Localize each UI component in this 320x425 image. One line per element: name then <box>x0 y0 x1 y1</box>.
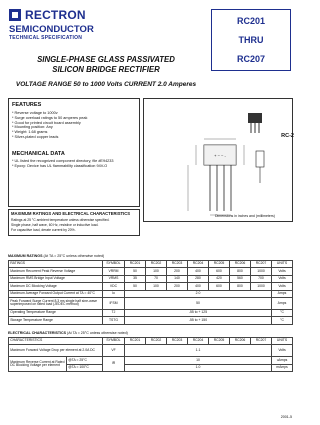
table-cell: 100 <box>146 268 167 275</box>
rectron-logo-icon <box>9 9 21 21</box>
table-cell: Storage Temperature Range <box>9 317 103 324</box>
table-header: RC204 <box>188 338 209 345</box>
table-header: RC207 <box>251 338 272 345</box>
table-cell: Maximum Reverse Current at Rated DC Blocking Voltage per element <box>9 357 67 372</box>
voltage-current-range: VOLTAGE RANGE 50 to 1000 Volts CURRENT 2.0 Amperes <box>15 81 197 88</box>
table-cell: VF <box>103 345 125 357</box>
table-header: RATINGS <box>9 261 103 268</box>
table-header: RC205 <box>209 261 230 268</box>
ratings-note: Single phase, half wave, 60 Hz, resistive or inductive load. <box>11 223 99 227</box>
package-outline-box <box>143 98 293 222</box>
table-cell: Maximum Recurrent Peak Reverse Voltage <box>9 268 103 275</box>
table-cell: Peak Forward Surge Current 8.3 ms single half sine-wave superimposed on rated load (JEDEC method) <box>9 297 103 309</box>
table-cell: 400 <box>188 283 209 290</box>
max-ratings-caption-text: MAXIMUM RATINGS <box>8 254 43 258</box>
table-cell: 800 <box>230 283 251 290</box>
table-cell: Volts <box>272 283 293 290</box>
package-name: RC-2 <box>281 133 294 139</box>
ratings-note: Ratings at 25 °C ambient temperature unless otherwise specified. <box>11 218 110 222</box>
table-cell: 600 <box>209 268 230 275</box>
table-cell: 1000 <box>251 268 272 275</box>
document-title-line2: SILICON BRIDGE RECTIFIER <box>52 65 160 74</box>
table-header: RC205 <box>209 338 230 345</box>
table-cell: IR <box>103 357 125 372</box>
table-row <box>9 297 293 309</box>
table-cell: 1.0 <box>125 364 272 371</box>
table-cell: Maximum Average Forward Output Current at TA = 40°C <box>9 290 103 297</box>
table-cell: 700 <box>251 275 272 282</box>
table-cell: 200 <box>167 283 188 290</box>
feature-item: * Surge overload ratings to 50 amperes peak <box>12 115 88 120</box>
mechanical-heading: MECHANICAL DATA <box>12 151 65 157</box>
table-cell: Operating Temperature Range <box>9 309 103 316</box>
table-header: RC203 <box>167 338 188 345</box>
table-cell: TJ <box>103 309 125 316</box>
table-cell: Maximum Forward Voltage Drop per element at 2.0A DC <box>9 345 103 357</box>
table-cell: 10 <box>125 357 272 364</box>
feature-item: * Silver-plated copper leads <box>12 134 59 139</box>
table-cell: Maximum RMS Bridge Input Voltage <box>9 275 103 282</box>
table-cell: 50 <box>125 283 146 290</box>
table-row <box>9 317 293 324</box>
table-row <box>9 283 293 290</box>
table-cell: 600 <box>209 283 230 290</box>
table-header: CHARACTERISTICS <box>9 338 103 345</box>
table-header: RC202 <box>146 338 167 345</box>
table-cell: 200 <box>167 268 188 275</box>
table-header-row <box>9 338 293 345</box>
part-number-to: RC207 <box>236 54 265 64</box>
table-row <box>9 268 293 275</box>
table-cell: Amps <box>272 297 293 309</box>
ratings-note: For capacitive load, derate current by 20%. <box>11 228 76 232</box>
table-cell: 100 <box>146 283 167 290</box>
features-box <box>8 98 140 207</box>
table-cell: VRMS <box>103 275 125 282</box>
document-type: TECHNICAL SPECIFICATION <box>9 35 83 41</box>
max-ratings-caption <box>8 254 104 258</box>
feature-item: * Mounting position: Any <box>12 125 53 130</box>
table-row <box>9 275 293 282</box>
mechanical-item: * UL listed the recognized component directory, file #E94233 <box>12 159 114 163</box>
division-name: SEMICONDUCTOR <box>9 24 94 35</box>
table-header: RC203 <box>167 261 188 268</box>
table-cell: Io <box>103 290 125 297</box>
table-row <box>9 290 293 297</box>
table-cell: VRRM <box>103 268 125 275</box>
part-number-thru: THRU <box>238 35 264 45</box>
document-title: SINGLE-PHASE GLASS PASSIVATED <box>37 55 175 64</box>
ratings-notes-title: MAXIMUM RATINGS AND ELECTRICAL CHARACTERISTICS <box>11 211 131 216</box>
package-drawing-icon <box>144 99 294 223</box>
table-row <box>9 345 293 357</box>
table-header: RC207 <box>251 261 272 268</box>
feature-item: * Weight: 1.68 grams <box>12 130 48 135</box>
table-cell: IFSM <box>103 297 125 309</box>
table-cell: °C <box>272 317 293 324</box>
features-heading: FEATURES <box>12 102 42 108</box>
table-header: RC201 <box>125 261 146 268</box>
table-cell: -55 to + 150 <box>125 317 272 324</box>
table-cell: 1.1 <box>125 345 272 357</box>
table-cell: mAmps <box>272 364 293 371</box>
table-cell: Volts <box>272 268 293 275</box>
table-header: RC206 <box>230 338 251 345</box>
table-header: RC206 <box>230 261 251 268</box>
table-cell: VDC <box>103 283 125 290</box>
table-header: UNITS <box>272 338 293 345</box>
table-cell: @TA = 100°C <box>67 364 103 371</box>
table-header: UNITS <box>272 261 293 268</box>
table-cell: 50 <box>125 268 146 275</box>
table-cell: 800 <box>230 268 251 275</box>
table-header: RC201 <box>125 338 146 345</box>
electrical-caption-note: (At TA = 25°C unless otherwise noted) <box>67 331 128 335</box>
table-header-row <box>9 261 293 268</box>
table-cell: 1000 <box>251 283 272 290</box>
table-cell: Amps <box>272 290 293 297</box>
table-cell: 140 <box>167 275 188 282</box>
table-header: RC202 <box>146 261 167 268</box>
feature-item: * Reverse voltage to 1000v <box>12 111 58 115</box>
table-cell: uAmps <box>272 357 293 364</box>
table-header: SYMBOL <box>103 261 125 268</box>
dimensions-note: Dimensions in inches and (millimeters) <box>215 214 275 218</box>
table-cell: Maximum DC Blocking Voltage <box>9 283 103 290</box>
table-cell: Volts <box>272 275 293 282</box>
table-cell: 35 <box>125 275 146 282</box>
features-list <box>12 111 87 140</box>
table-cell: 400 <box>188 268 209 275</box>
table-cell: °C <box>272 309 293 316</box>
max-ratings-table <box>8 260 293 325</box>
mechanical-item: * Epoxy: Device has UL flammability classification 94V-O <box>12 163 108 168</box>
electrical-table <box>8 337 293 372</box>
max-ratings-caption-note: (At TA = 25°C unless otherwise noted) <box>43 254 105 258</box>
mechanical-list <box>12 159 114 169</box>
electrical-caption <box>8 331 128 335</box>
table-header: RC204 <box>188 261 209 268</box>
table-header: SYMBOL <box>103 338 125 345</box>
table-cell: Volts <box>272 345 293 357</box>
table-row <box>9 309 293 316</box>
svg-text:+ ~ ~ -: + ~ ~ - <box>214 153 226 158</box>
table-cell: 70 <box>146 275 167 282</box>
table-cell: 2.0 <box>125 290 272 297</box>
table-cell: 560 <box>230 275 251 282</box>
table-row <box>9 357 293 364</box>
electrical-caption-text: ELECTRICAL CHARACTERISTICS <box>8 331 67 335</box>
table-cell: 280 <box>188 275 209 282</box>
table-cell: 50 <box>125 297 272 309</box>
table-cell: -55 to + 125 <box>125 309 272 316</box>
table-cell: @TA = 25°C <box>67 357 103 364</box>
brand-name: RECTRON <box>25 8 86 22</box>
page-number: 2001-5 <box>280 415 292 419</box>
table-cell: 420 <box>209 275 230 282</box>
part-number-from: RC201 <box>236 16 265 26</box>
part-number-box <box>211 9 291 71</box>
feature-item: * Good for printed circuit board assembly <box>12 120 81 125</box>
table-cell: TSTG <box>103 317 125 324</box>
